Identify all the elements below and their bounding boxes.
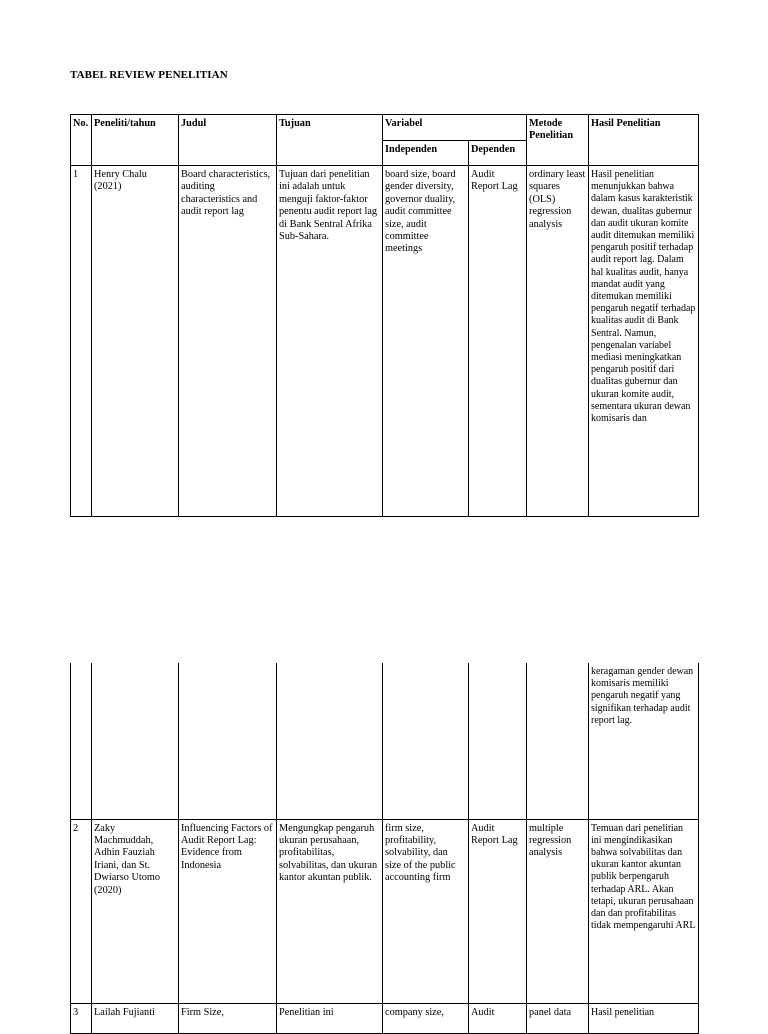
cell-metode: [527, 663, 589, 819]
header-variabel: Variabel: [383, 115, 527, 141]
header-metode: Metode Penelitian: [527, 115, 589, 166]
header-independen: Independen: [383, 141, 469, 166]
page-title: TABEL REVIEW PENELITIAN: [70, 69, 228, 81]
cell-peneliti: [92, 663, 179, 819]
cell-metode: ordinary least squares (OLS) regression analysis: [527, 166, 589, 517]
cell-metode: multiple regression analysis: [527, 819, 589, 1003]
cell-dependen: [469, 663, 527, 819]
cell-independen: firm size, profitability, solvability, dan size of the public accounting firm: [383, 819, 469, 1003]
cell-dependen: Audit: [469, 1003, 527, 1033]
cell-judul: Firm Size,: [179, 1003, 277, 1033]
cell-peneliti: Lailah Fujianti: [92, 1003, 179, 1033]
cell-hasil: Hasil penelitian menunjukkan bahwa dalam kasus karakteristik dewan, dualitas gubernur dan audit ukuran komite audit ditemukan memiliki pengaruh positif terhadap audit report lag. Dalam hal kualitas audit, hanya mandat audit yang ditemukan memiliki pengaruh negatif terhadap kualitas audit di Bank Sentral. Namun, pengenalan variabel mediasi meningkatkan pengaruh positif dari dualitas gubernur dan ukuran komite audit, sementara ukuran dewan komisaris dan: [589, 166, 699, 517]
cell-tujuan: Mengungkap pengaruh ukuran perusahaan, profitabilitas, solvabilitas, dan ukuran kantor akuntan publik.: [277, 819, 383, 1003]
header-dependen: Dependen: [469, 141, 527, 166]
cell-independen: company size,: [383, 1003, 469, 1033]
cell-peneliti: Henry Chalu (2021): [92, 166, 179, 517]
header-no: No.: [71, 115, 92, 166]
cell-no: 1: [71, 166, 92, 517]
cell-no: 3: [71, 1003, 92, 1033]
table-row: [71, 819, 699, 1003]
review-table-page-2: [70, 663, 699, 1034]
cell-dependen: Audit Report Lag: [469, 819, 527, 1003]
cell-hasil: keragaman gender dewan komisaris memiliki pengaruh negatif yang signifikan terhadap audit report lag.: [589, 663, 699, 819]
cell-tujuan: [277, 663, 383, 819]
cell-tujuan: Penelitian ini: [277, 1003, 383, 1033]
cell-judul: [179, 663, 277, 819]
header-judul: Judul: [179, 115, 277, 166]
cell-hasil: Temuan dari penelitian ini mengindikasikan bahwa solvabilitas dan ukuran kantor akuntan publik berpengaruh terhadap ARL. Akan tetapi, ukuran perusahaan dan dan profitabilitas tidak mempengaruhi ARL: [589, 819, 699, 1003]
table-row: [71, 663, 699, 819]
header-tujuan: Tujuan: [277, 115, 383, 166]
header-hasil: Hasil Penelitian: [589, 115, 699, 166]
cell-no: 2: [71, 819, 92, 1003]
cell-judul: Influencing Factors of Audit Report Lag: Evidence from Indonesia: [179, 819, 277, 1003]
cell-hasil: Hasil penelitian: [589, 1003, 699, 1033]
cell-dependen: Audit Report Lag: [469, 166, 527, 517]
cell-independen: board size, board gender diversity, governor duality, audit committee size, audit committee meetings: [383, 166, 469, 517]
cell-peneliti: Zaky Machmuddah, Adhin Fauziah Iriani, dan St. Dwiarso Utomo (2020): [92, 819, 179, 1003]
header-peneliti: Peneliti/tahun: [92, 115, 179, 166]
cell-metode: panel data: [527, 1003, 589, 1033]
review-table-page-1: [70, 114, 699, 517]
cell-independen: [383, 663, 469, 819]
table-row: [71, 166, 699, 517]
cell-no: [71, 663, 92, 819]
table-row: [71, 1003, 699, 1033]
cell-judul: Board characteristics, auditing characteristics and audit report lag: [179, 166, 277, 517]
cell-tujuan: Tujuan dari penelitian ini adalah untuk menguji faktor-faktor penentu audit report lag di Bank Sentral Afrika Sub-Sahara.: [277, 166, 383, 517]
table-header-row: [71, 115, 699, 141]
